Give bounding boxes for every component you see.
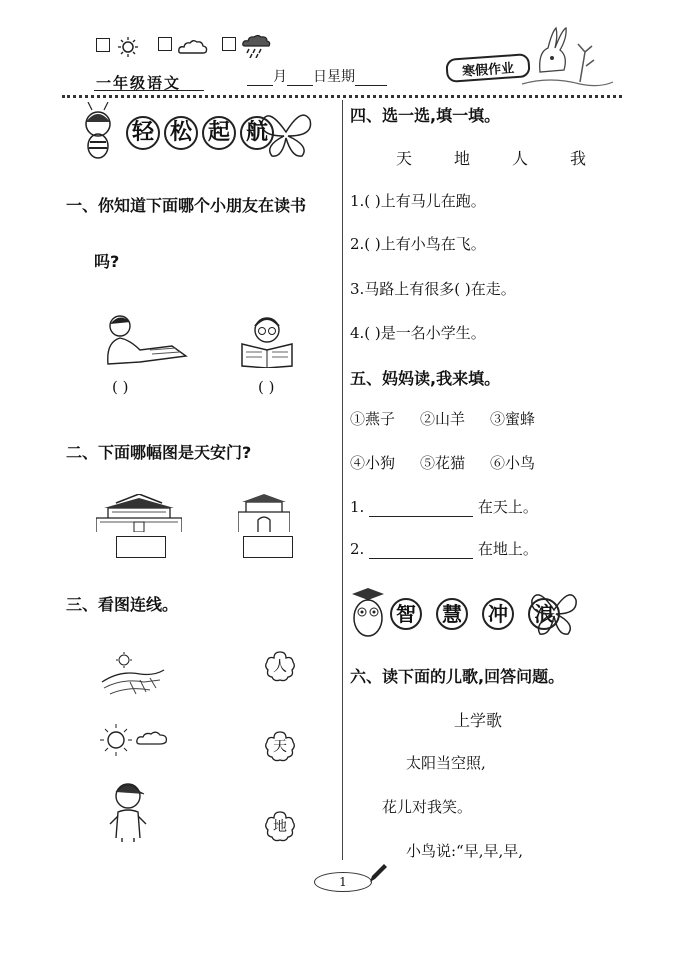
q2-title: 二、下面哪幅图是天安门? (66, 443, 252, 462)
option-bee: ③蜜蜂 (490, 410, 536, 428)
sun-icon (115, 36, 141, 58)
banner-char-4: 航 (240, 116, 274, 150)
q1-answer-a[interactable]: ( ) (112, 378, 129, 396)
q4-item-2[interactable]: 2.( )上有小鸟在飞。 (350, 235, 486, 253)
butterfly-icon (528, 586, 580, 638)
q4-item-3[interactable]: 3.马路上有很多( )在走。 (350, 280, 516, 298)
rain-cloud-icon (241, 34, 271, 58)
rabbit-decoration-icon (520, 22, 615, 90)
fill1-text: 在天上。 (477, 498, 538, 516)
day-blank[interactable] (287, 71, 313, 86)
banner2-char-3: 冲 (482, 598, 514, 630)
boy-reading-book-picture (240, 314, 294, 368)
cloud-icon (177, 37, 209, 57)
q6-title: 六、读下面的儿歌,回答问题。 (350, 667, 565, 686)
sun-and-cloud-picture (100, 722, 172, 758)
q2-answer-box-b[interactable] (243, 536, 293, 558)
winter-homework-badge (445, 53, 530, 83)
boy-writing-picture (100, 312, 188, 368)
q5-fill-1 (350, 496, 538, 517)
q4-item-4[interactable]: 4.( )是一名小学生。 (350, 324, 486, 342)
flower-char-tian[interactable]: 天 (273, 739, 287, 755)
q4-item-1[interactable]: 1.( )上有马儿在跑。 (350, 192, 486, 210)
fill1-blank[interactable] (369, 502, 473, 517)
weather-options (96, 36, 141, 58)
section-banner-wisdom-surf (348, 586, 588, 644)
q5-title: 五、妈妈读,我来填。 (350, 369, 501, 388)
banner2-char-1: 智 (390, 598, 422, 630)
choice-di: 地 (454, 149, 471, 168)
q4-choices (396, 146, 586, 169)
tiananmen-picture (96, 494, 182, 532)
header-divider (62, 95, 622, 98)
banner-char-2: 松 (164, 116, 198, 150)
option-bird: ⑥小鸟 (490, 454, 536, 472)
fill2-text: 在地上。 (477, 540, 538, 558)
month-label: 月 (273, 69, 287, 85)
banner-char-3: 起 (202, 116, 236, 150)
choice-wo: 我 (570, 149, 587, 168)
pencil-icon (368, 862, 388, 884)
q5-options-row2 (350, 452, 535, 473)
owl-scholar-icon (348, 586, 388, 642)
weather-cloudy (158, 36, 209, 57)
q5-fill-2 (350, 538, 538, 559)
flower-char-ren[interactable]: 人 (273, 659, 287, 675)
weekday-blank[interactable] (355, 71, 387, 86)
title-underline (94, 90, 204, 91)
sun-over-land-picture (100, 652, 166, 696)
option-puppy: ④小狗 (350, 454, 396, 472)
q1-title-cont: 吗? (94, 252, 120, 271)
bee-girl-icon (68, 102, 128, 162)
banner-chars (126, 116, 274, 150)
q2-answer-box-a[interactable] (116, 536, 166, 558)
banner2-char-4: 浪 (528, 598, 560, 630)
option-goat: ②山羊 (420, 410, 466, 428)
fill2-blank[interactable] (369, 544, 473, 559)
q1-title: 一、你知道下面哪个小朋友在读书 (66, 196, 307, 215)
poem-title: 上学歌 (454, 711, 503, 730)
choice-tian: 天 (396, 149, 413, 168)
fill1-number: 1. (350, 498, 365, 516)
month-blank[interactable] (247, 71, 273, 86)
date-fields (247, 66, 387, 86)
option-swallow: ①燕子 (350, 410, 396, 428)
poem-line-2: 花儿对我笑。 (382, 798, 473, 816)
boy-picture (106, 780, 150, 842)
poem-line-3: 小鸟说:“早,早,早, (406, 842, 524, 860)
choice-ren: 人 (512, 149, 529, 168)
banner-char-1: 轻 (126, 116, 160, 150)
option-cat: ⑤花猫 (420, 454, 466, 472)
badge-text: 寒假作业 (461, 60, 515, 80)
poem-line-1: 太阳当空照, (406, 754, 486, 772)
section-banner-easy-start (68, 102, 318, 164)
grade-subject: 一年级语文 (96, 74, 182, 92)
fill2-number: 2. (350, 540, 365, 558)
gate-building-picture (238, 494, 290, 532)
q5-options-row1 (350, 408, 535, 429)
flower-char-di[interactable]: 地 (273, 819, 287, 835)
day-weekday-label: 日星期 (313, 69, 355, 85)
weather-rainy (222, 34, 271, 58)
page-number: 1 (314, 872, 372, 892)
q3-title: 三、看图连线。 (66, 595, 179, 614)
q4-title: 四、选一选,填一填。 (350, 106, 501, 125)
checkbox-cloudy[interactable] (158, 37, 172, 51)
checkbox-sunny[interactable] (96, 38, 110, 52)
checkbox-rainy[interactable] (222, 37, 236, 51)
q1-answer-b[interactable]: ( ) (258, 378, 275, 396)
banner2-char-2: 慧 (436, 598, 468, 630)
column-divider (342, 100, 343, 860)
